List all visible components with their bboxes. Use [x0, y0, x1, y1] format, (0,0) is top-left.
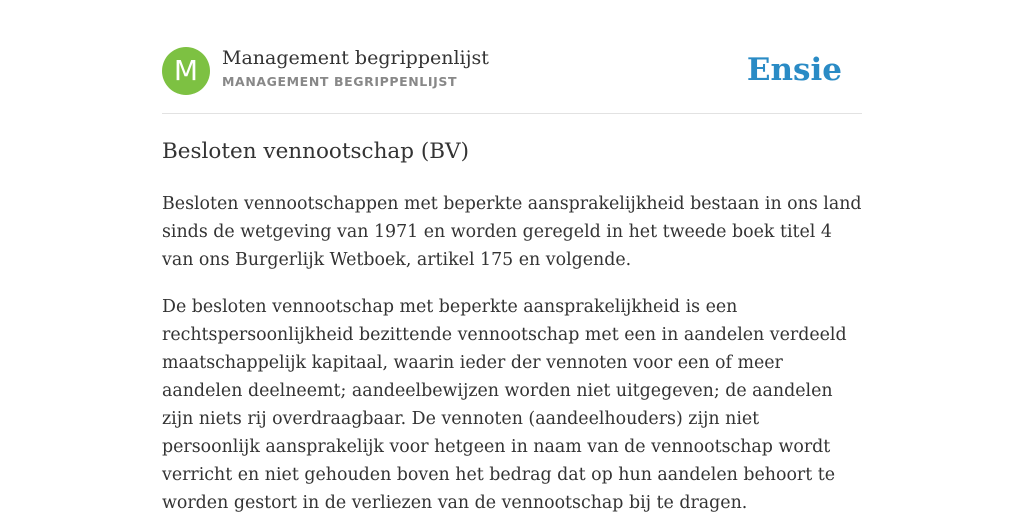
glossary-header: [162, 46, 862, 96]
definition-paragraph: Besloten vennootschappen met beperkte aansprakelijkheid bestaan in ons land sinds de wetgeving van 1971 en worden geregeld in het tweede boek titel 4 van ons Burgerlijk Wetboek, artikel 175 en volgende.: [162, 194, 862, 270]
glossary-avatar[interactable]: M: [162, 47, 210, 95]
header-divider: [162, 113, 862, 114]
definition-paragraph: De besloten vennootschap met beperkte aansprakelijkheid is een rechtspersoonlijkheid bezittende vennootschap met een in aandelen verdeeld maatschappelijk kapitaal, waarin ieder der vennoten voor een of meer aandelen deelneemt; aandeelbewijzen worden niet uitgegeven; de aandelen zijn niets rij overdraagbaar. De vennoten (aandeelhouders) zijn niet persoonlijk aansprakelijk voor hetgeen in naam van de vennootschap wordt verricht en niet gehouden boven het bedrag dat op hun aandelen behoort te worden gestort in de verliezen van de vennootschap bij te dragen.: [162, 297, 847, 512]
term-title: Besloten vennootschap (BV): [162, 139, 469, 164]
glossary-subtitle: MANAGEMENT BEGRIPPENLIJST: [222, 74, 458, 89]
glossary-title-link[interactable]: Management begrippenlijst: [222, 47, 489, 69]
definition-body: [162, 190, 862, 512]
ensie-logo[interactable]: Ensie: [746, 52, 842, 88]
